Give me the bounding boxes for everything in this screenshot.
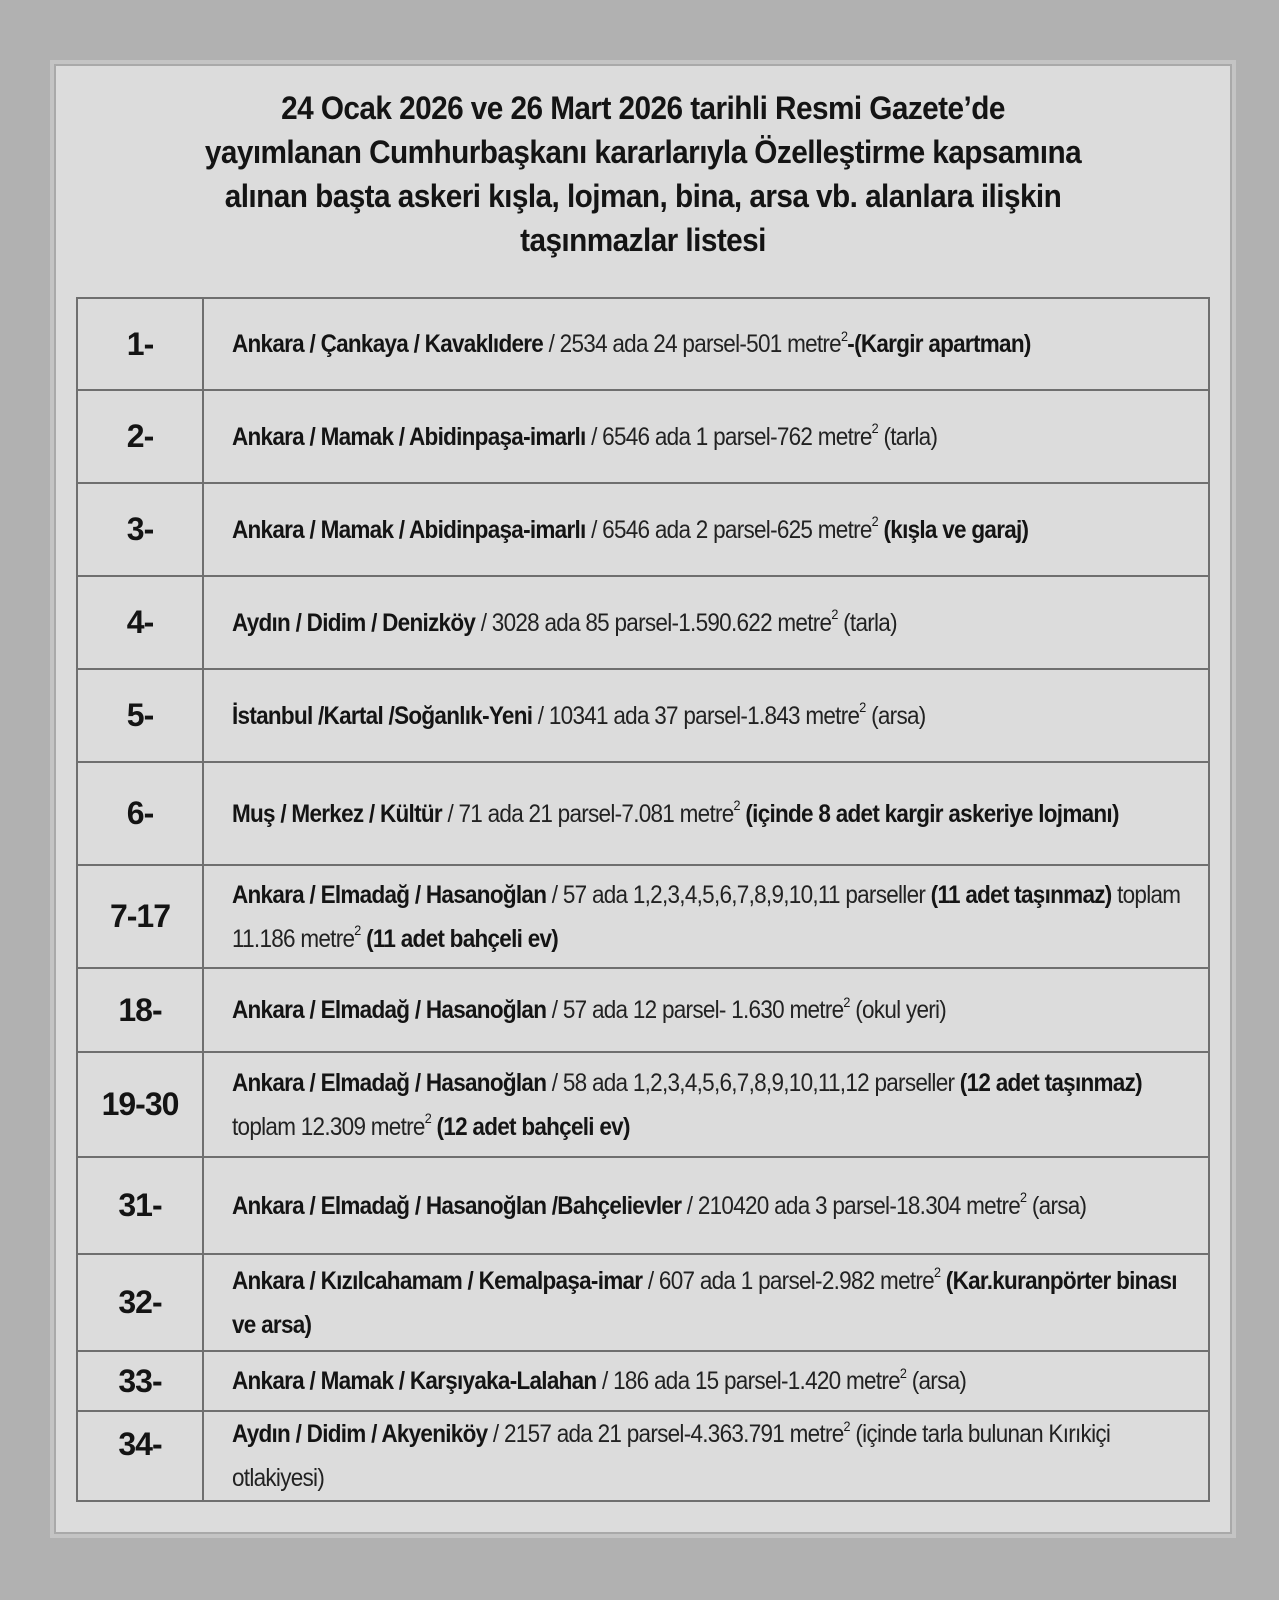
bold-segment: (12 adet taşınmaz): [959, 1068, 1142, 1097]
bold-segment: Ankara / Kızılcahamam / Kemalpaşa-imar: [232, 1266, 643, 1295]
description-text: [232, 873, 1197, 961]
description-text: [232, 601, 1197, 645]
superscript-unit: 2: [733, 797, 740, 814]
plain-segment: (arsa): [906, 1367, 967, 1395]
bold-segment: Ankara / Çankaya / Kavaklıdere: [232, 330, 544, 358]
description-text: [232, 415, 1197, 459]
plain-segment: (tarla): [877, 422, 938, 451]
bold-segment: (içinde 8 adet kargir askeriye lojmanı): [739, 799, 1119, 828]
bold-segment: (Kar.kuranpörter binası ve arsa): [232, 1266, 1177, 1339]
plain-segment: toplam 12.309 metre: [232, 1112, 425, 1141]
table-row: [77, 298, 1209, 390]
description-text: [232, 508, 1197, 552]
table-row: [77, 483, 1209, 576]
plain-segment: / 210420 ada 3 parsel-18.304 metre: [681, 1191, 1021, 1220]
superscript-unit: 2: [933, 1264, 941, 1281]
plain-segment: (okul yeri): [849, 996, 947, 1024]
superscript-unit: 2: [354, 922, 361, 939]
bold-segment: Ankara / Elmadağ / Hasanoğlan: [232, 996, 547, 1024]
property-description: [203, 865, 1209, 968]
description-text: [232, 1184, 1197, 1228]
table-row: [77, 1351, 1209, 1411]
superscript-unit: 2: [899, 1364, 907, 1381]
property-description: [203, 1052, 1209, 1157]
plain-segment: (içinde tarla bulunan Kırıkiçi otlakiyesi): [232, 1420, 1111, 1492]
bold-segment: Ankara / Mamak / Karşıyaka-Lalahan: [232, 1367, 597, 1395]
bold-segment: Aydın / Didim / Akyeniköy: [232, 1420, 488, 1448]
row-number: 18-: [77, 968, 203, 1052]
table-row: [77, 968, 1209, 1052]
property-description: [203, 576, 1209, 669]
property-list-table: [76, 297, 1210, 1502]
table-row: [77, 865, 1209, 968]
table-row: [77, 669, 1209, 762]
description-text: [232, 792, 1197, 836]
row-number: 3-: [77, 483, 203, 576]
description-text: [232, 322, 1197, 366]
plain-segment: / 57 ada 1,2,3,4,5,6,7,8,9,10,11 parseller: [546, 880, 931, 909]
row-number: 32-: [77, 1254, 203, 1351]
plain-segment: / 607 ada 1 parsel-2.982 metre: [642, 1266, 934, 1295]
superscript-unit: 2: [424, 1110, 431, 1127]
bold-segment: (kışla ve garaj): [877, 515, 1029, 544]
plain-segment: / 71 ada 21 parsel-7.081 metre: [441, 799, 734, 828]
plain-segment: (arsa): [865, 701, 926, 730]
row-number: 6-: [77, 762, 203, 865]
description-text: [232, 988, 1197, 1032]
bold-segment: Ankara / Elmadağ / Hasanoğlan /Bahçelievler: [232, 1191, 682, 1220]
plain-segment: / 2534 ada 24 parsel-501 metre: [543, 330, 841, 358]
title-line: yayımlanan Cumhurbaşkanı kararlarıyla Özelleştirme kapsamına: [204, 134, 1082, 170]
table-row: [77, 390, 1209, 483]
bold-segment: Muş / Merkez / Kültür: [232, 799, 442, 828]
property-description: [203, 1411, 1209, 1501]
table-row: [77, 1411, 1209, 1501]
superscript-unit: 2: [831, 606, 838, 623]
property-description: [203, 1157, 1209, 1254]
property-description: [203, 1351, 1209, 1411]
title-line: taşınmazlar listesi: [520, 222, 766, 258]
superscript-unit: 2: [843, 993, 850, 1010]
property-description: [203, 968, 1209, 1052]
plain-segment: / 57 ada 12 parsel- 1.630 metre: [546, 996, 844, 1024]
plain-segment: toplam 11.186 metre: [232, 880, 1181, 953]
description-text: [232, 1061, 1197, 1149]
row-number: 19-30: [77, 1052, 203, 1157]
table-row: [77, 762, 1209, 865]
bold-segment: -(Kargir apartman): [847, 330, 1031, 358]
property-description: [203, 298, 1209, 390]
plain-segment: / 58 ada 1,2,3,4,5,6,7,8,9,10,11,12 parseller: [546, 1068, 960, 1097]
description-text: [232, 1259, 1197, 1347]
row-number: 33-: [77, 1351, 203, 1411]
document-title: [97, 86, 1189, 262]
bold-segment: (11 adet taşınmaz): [930, 880, 1112, 909]
title-line: alınan başta askeri kışla, lojman, bina, arsa vb. alanlara ilişkin: [224, 178, 1062, 214]
plain-segment: / 3028 ada 85 parsel-1.590.622 metre: [475, 608, 832, 637]
superscript-unit: 2: [843, 1417, 850, 1434]
superscript-unit: 2: [871, 513, 878, 530]
description-text: [232, 694, 1197, 738]
property-description: [203, 669, 1209, 762]
superscript-unit: 2: [840, 327, 848, 344]
property-list-body: [77, 298, 1209, 1501]
bold-segment: Ankara / Mamak / Abidinpaşa-imarlı: [232, 515, 586, 544]
plain-segment: / 6546 ada 1 parsel-762 metre: [585, 422, 872, 451]
row-number: 31-: [77, 1157, 203, 1254]
bold-segment: (12 adet bahçeli ev): [430, 1112, 630, 1141]
plain-segment: / 10341 ada 37 parsel-1.843 metre: [532, 701, 860, 730]
plain-segment: / 6546 ada 2 parsel-625 metre: [585, 515, 872, 544]
description-text: [232, 1359, 1197, 1403]
row-number: 2-: [77, 390, 203, 483]
row-number: 1-: [77, 298, 203, 390]
bold-segment: (11 adet bahçeli ev): [360, 924, 559, 953]
row-number: 5-: [77, 669, 203, 762]
superscript-unit: 2: [871, 420, 878, 437]
property-description: [203, 483, 1209, 576]
title-line: 24 Ocak 2026 ve 26 Mart 2026 tarihli Resmi Gazete’de: [281, 90, 1005, 126]
property-description: [203, 762, 1209, 865]
bold-segment: İstanbul /Kartal /Soğanlık-Yeni: [232, 701, 533, 730]
property-description: [203, 390, 1209, 483]
plain-segment: (arsa): [1026, 1191, 1087, 1220]
plain-segment: (tarla): [837, 608, 897, 637]
bold-segment: Ankara / Elmadağ / Hasanoğlan: [232, 880, 547, 909]
table-row: [77, 576, 1209, 669]
row-number: 34-: [77, 1411, 203, 1501]
bold-segment: Aydın / Didim / Denizköy: [232, 608, 476, 637]
description-text: [232, 1412, 1197, 1500]
table-row: [77, 1254, 1209, 1351]
bold-segment: Ankara / Elmadağ / Hasanoğlan: [232, 1068, 547, 1097]
plain-segment: / 2157 ada 21 parsel-4.363.791 metre: [487, 1420, 844, 1448]
row-number: 7-17: [77, 865, 203, 968]
property-description: [203, 1254, 1209, 1351]
table-row: [77, 1157, 1209, 1254]
row-number: 4-: [77, 576, 203, 669]
superscript-unit: 2: [859, 699, 866, 716]
plain-segment: / 186 ada 15 parsel-1.420 metre: [596, 1367, 900, 1395]
bold-segment: Ankara / Mamak / Abidinpaşa-imarlı: [232, 422, 586, 451]
document-page: [56, 66, 1230, 1532]
table-row: [77, 1052, 1209, 1157]
superscript-unit: 2: [1020, 1189, 1027, 1206]
